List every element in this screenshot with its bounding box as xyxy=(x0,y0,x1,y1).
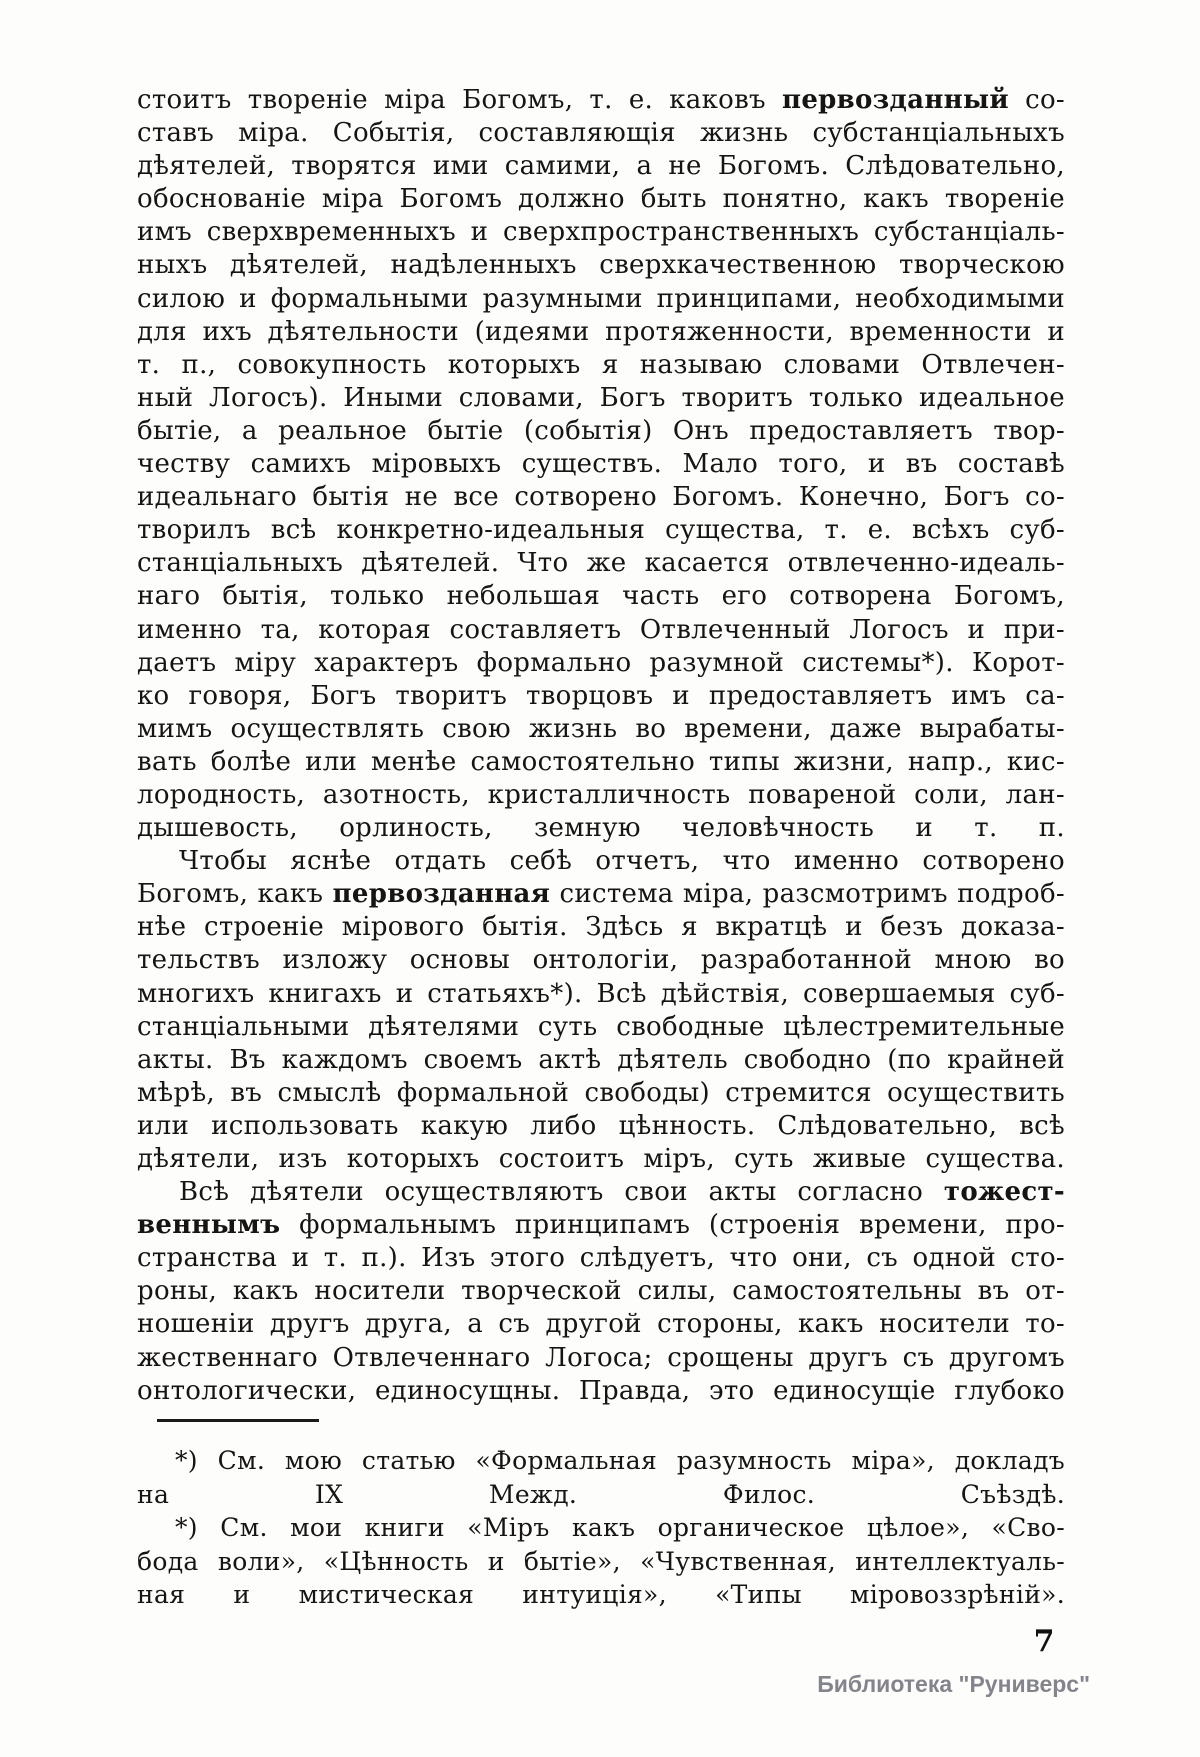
text-segment: наго бытія, только небольшая часть его сотворена Богомъ, xyxy=(137,581,1065,612)
emphasized-text: тожест- xyxy=(943,1177,1065,1208)
text-segment: бода воли», «Цѣнность и бытіе», «Чувственная, интеллектуаль- xyxy=(137,1546,1065,1576)
text-line xyxy=(137,1308,1065,1341)
text-segment: творилъ всѣ конкретно-идеальныя существа, т. е. всѣхъ суб- xyxy=(137,515,1065,546)
text-line xyxy=(137,1444,1065,1478)
text-segment: идеальнаго бытія не все сотворено Богомъ. Конечно, Богъ со- xyxy=(137,482,1065,513)
text-segment: Богомъ, какъ xyxy=(137,879,333,910)
text-segment: онтологически, единосущны. Правда, это единосущіе глубоко xyxy=(137,1375,1065,1406)
text-line xyxy=(137,1578,1065,1612)
text-segment: Всѣ дѣятели осуществляютъ свои акты согласно xyxy=(179,1177,944,1208)
emphasized-text: первозданная xyxy=(332,879,551,910)
text-segment: *) См. мои книги «Міръ какъ органическое цѣлое», «Сво- xyxy=(175,1513,1065,1542)
text-line xyxy=(137,514,1065,547)
text-line xyxy=(137,382,1065,415)
text-segment: мѣрѣ, въ смыслѣ формальной свободы) стремится осуществить xyxy=(137,1077,1065,1108)
text-segment: ная и мистическая интуиція», «Типы міровоззрѣній». xyxy=(137,1580,1065,1609)
text-line xyxy=(137,746,1065,779)
text-line xyxy=(137,680,1065,713)
text-line xyxy=(137,481,1065,514)
text-line xyxy=(137,283,1065,316)
text-segment: стоитъ твореніе міра Богомъ, т. е. каковъ xyxy=(137,85,782,115)
text-line xyxy=(137,1077,1065,1110)
text-line xyxy=(137,647,1065,680)
text-segment: или использовать какую либо цѣнность. Слѣдовательно, всѣ xyxy=(137,1110,1065,1141)
text-line xyxy=(137,1176,1065,1209)
footnotes xyxy=(137,1444,1065,1612)
emphasized-text: первозданный xyxy=(782,85,1009,115)
text-line xyxy=(137,580,1065,613)
text-segment: обоснованіе міра Богомъ должно быть понятно, какъ твореніе xyxy=(137,184,1065,215)
text-line xyxy=(137,349,1065,382)
footnote-divider xyxy=(157,1419,319,1422)
text-line xyxy=(137,1375,1065,1408)
text-segment: бытіе, а реальное бытіе (событія) Онъ предоставляетъ твор- xyxy=(137,415,1065,446)
text-line xyxy=(137,1011,1065,1044)
text-line xyxy=(137,150,1065,183)
text-segment: ставъ міра. Событія, составляющія жизнь субстанціальныхъ xyxy=(137,118,1065,149)
text-segment: Чтобы яснѣе отдать себѣ отчетъ, что именно сотворено xyxy=(179,846,1065,877)
text-line xyxy=(137,1044,1065,1077)
text-line xyxy=(137,944,1065,977)
text-segment: честву самихъ міровыхъ существъ. Мало того, и въ составѣ xyxy=(137,449,1065,480)
text-line xyxy=(137,415,1065,448)
text-segment: дѣятелей, творятся ими самими, а не Богомъ. Слѣдовательно, xyxy=(137,151,1065,182)
text-line xyxy=(137,1110,1065,1143)
text-line xyxy=(137,812,1065,845)
text-line xyxy=(137,911,1065,944)
text-segment: многихъ книгахъ и статьяхъ*). Всѣ дѣйствія, совершаемыя суб- xyxy=(137,978,1065,1009)
text-segment: станціальныхъ дѣятелей. Что же касается отвлеченно-идеаль- xyxy=(137,548,1065,579)
text-line xyxy=(137,1143,1065,1176)
text-segment: нѣе строеніе мірового бытія. Здѣсь я вкратцѣ и безъ доказа- xyxy=(137,912,1065,943)
text-segment: ношеніи другъ друга, а съ другой стороны, какъ носители то- xyxy=(137,1309,1065,1340)
text-segment: т. п., совокупность которыхъ я называю словами Отвлечен- xyxy=(137,349,1065,380)
text-line xyxy=(137,183,1065,216)
text-segment: ныхъ дѣятелей, надѣленныхъ сверхкачественною творческою xyxy=(137,250,1065,281)
text-segment: именно та, которая составляетъ Отвлеченный Логосъ и при- xyxy=(137,614,1065,645)
text-line xyxy=(137,614,1065,647)
emphasized-text: веннымъ xyxy=(137,1210,281,1241)
text-segment: имъ сверхвременныхъ и сверхпространственныхъ субстанціаль- xyxy=(137,217,1065,248)
text-line xyxy=(137,978,1065,1011)
text-segment: лородность, азотность, кристалличность повареной соли, лан- xyxy=(137,779,1065,810)
text-segment: ный Логосъ). Иными словами, Богъ творитъ только идеальное xyxy=(137,382,1065,413)
text-segment: тельствъ изложу основы онтологіи, разработанной мною во xyxy=(137,945,1065,976)
text-line xyxy=(137,216,1065,249)
text-segment: формальнымъ принципамъ (строенія времени, про- xyxy=(280,1210,1065,1241)
text-segment: дышевость, орлиность, земную человѣчность и т. п. xyxy=(137,813,1065,844)
text-segment: даетъ міру характеръ формально разумной системы*). Корот- xyxy=(137,647,1065,678)
text-segment: вать болѣе или менѣе самостоятельно типы жизни, напр., кис- xyxy=(137,746,1065,777)
text-segment: для ихъ дѣятельности (идеями протяженности, временности и xyxy=(137,316,1065,347)
library-watermark: Библиотека "Руниверс" xyxy=(817,1671,1090,1697)
text-line xyxy=(137,84,1065,117)
text-segment: станціальными дѣятелями суть свободные цѣлестремительные xyxy=(137,1011,1065,1042)
text-segment: дѣятели, изъ которыхъ состоитъ міръ, суть живые существа. xyxy=(137,1144,1065,1174)
text-line xyxy=(137,1478,1065,1512)
body-text xyxy=(137,84,1065,1408)
text-line xyxy=(137,316,1065,349)
text-line xyxy=(137,448,1065,481)
text-line xyxy=(137,1511,1065,1545)
text-line xyxy=(137,1545,1065,1579)
text-segment: силою и формальными разумными принципами, необходимыми xyxy=(137,283,1065,314)
text-line xyxy=(137,1209,1065,1242)
text-line xyxy=(137,878,1065,911)
text-line xyxy=(137,547,1065,580)
text-line xyxy=(137,249,1065,282)
text-segment: акты. Въ каждомъ своемъ актѣ дѣятель свободно (по крайней xyxy=(137,1044,1065,1075)
page-number: 7 xyxy=(1033,1624,1055,1659)
text-segment: со- xyxy=(1008,85,1065,115)
text-segment: на IX Межд. Филос. Съѣздѣ. xyxy=(137,1479,1065,1509)
text-segment: ко говоря, Богъ творитъ творцовъ и предоставляетъ имъ са- xyxy=(137,680,1065,711)
text-line xyxy=(137,1275,1065,1308)
text-segment: роны, какъ носители творческой силы, самостоятельны въ от- xyxy=(137,1276,1065,1307)
text-line xyxy=(137,779,1065,812)
text-segment: мимъ осуществлять свою жизнь во времени, даже вырабаты- xyxy=(137,713,1065,744)
text-line xyxy=(137,845,1065,878)
text-segment: *) См. мою статью «Формальная разумность міра», докладъ xyxy=(175,1446,1065,1475)
text-line xyxy=(137,1242,1065,1275)
text-line xyxy=(137,1342,1065,1375)
text-line xyxy=(137,713,1065,746)
text-segment: странства и т. п.). Изъ этого слѣдуетъ, что они, съ одной сто- xyxy=(137,1243,1065,1274)
text-segment: система міра, разсмотримъ подроб- xyxy=(550,879,1065,910)
text-line xyxy=(137,117,1065,150)
text-segment: жественнаго Отвлеченнаго Логоса; срощены другъ съ другомъ xyxy=(137,1342,1065,1373)
